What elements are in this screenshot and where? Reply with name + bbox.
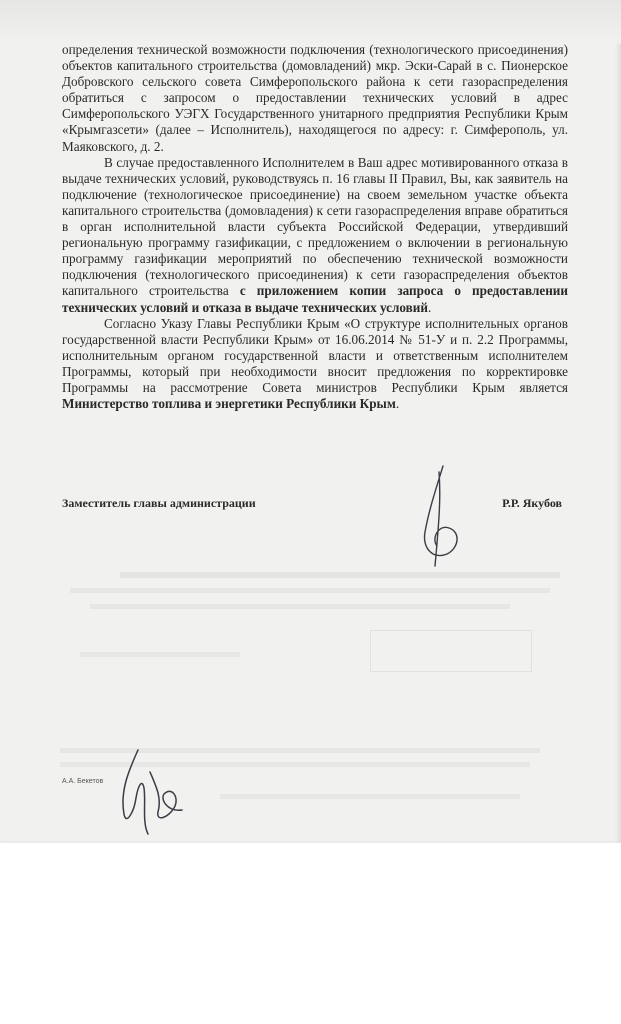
paragraph-2-end: . xyxy=(427,299,432,315)
paragraph-1: определения технической возможности подключения (технологического присоединения) объектов капитального строительства (домовладений) мкр. Эски-Сарай в с. Пионерское Добровского сельского совета Симферопольского района к сети газораспределения обратиться с запросом о предоставлении технических условий в адрес Симферопольского УЭГХ Государственного унитарного предприятия Республики Крым «Крымгазсети» (далее – Исполнитель), находящегося по адресу: г. Симферополь, ул. Маяковского, д. 2. xyxy=(62,42,568,154)
paragraph-2-text: В случае предоставленного Исполнителем в Ваш адрес мотивированного отказа в выдаче технических условий, руководствуясь п. 16 главы II Правил, Вы, как заявитель на подключение (технологическое присоединение) на своем земельном участке объекта капитального строительства (домовладения) к сети газораспределения вправе обратиться в орган исполнительной власти субъекта Российской Федерации, утвердивший региональную программу газификации, с предложением о включении в региональную программу газификации мероприятий по обеспечению технической возможности подключения (технологического присоединения) к сети газораспределения объектов капитального строительства xyxy=(62,154,568,299)
signer-name: Р.Р. Якубов xyxy=(502,496,562,510)
paragraph-3-text: Согласно Указу Главы Республики Крым «О структуре исполнительных органов государственной власти Республики Крым» от 16.06.2014 № 51-У и п. 2.2 Программы, исполнительным органом государственной власти и ответственным исполнителем Программы, который при необходимости вносит предложения по корректировке Программы на рассмотрение Совета министров Республики Крым является xyxy=(62,315,568,395)
executor-name: А.А. Бекетов xyxy=(62,778,104,785)
letter-body xyxy=(62,42,568,412)
paragraph-2-bold: с приложением копии запроса о предоставлении технических условий и отказа в выдаче технических условий xyxy=(62,283,568,315)
paragraph-3-bold: Министерство топлива и энергетики Республики Крым xyxy=(62,396,396,412)
handwritten-signature xyxy=(395,462,485,572)
page-top-edge xyxy=(0,0,621,44)
paragraph-2 xyxy=(62,155,568,316)
executor-signature xyxy=(98,742,198,842)
signer-title: Заместитель главы администрации xyxy=(62,496,256,510)
paragraph-3-end: . xyxy=(395,396,400,412)
paragraph-3 xyxy=(62,316,568,413)
